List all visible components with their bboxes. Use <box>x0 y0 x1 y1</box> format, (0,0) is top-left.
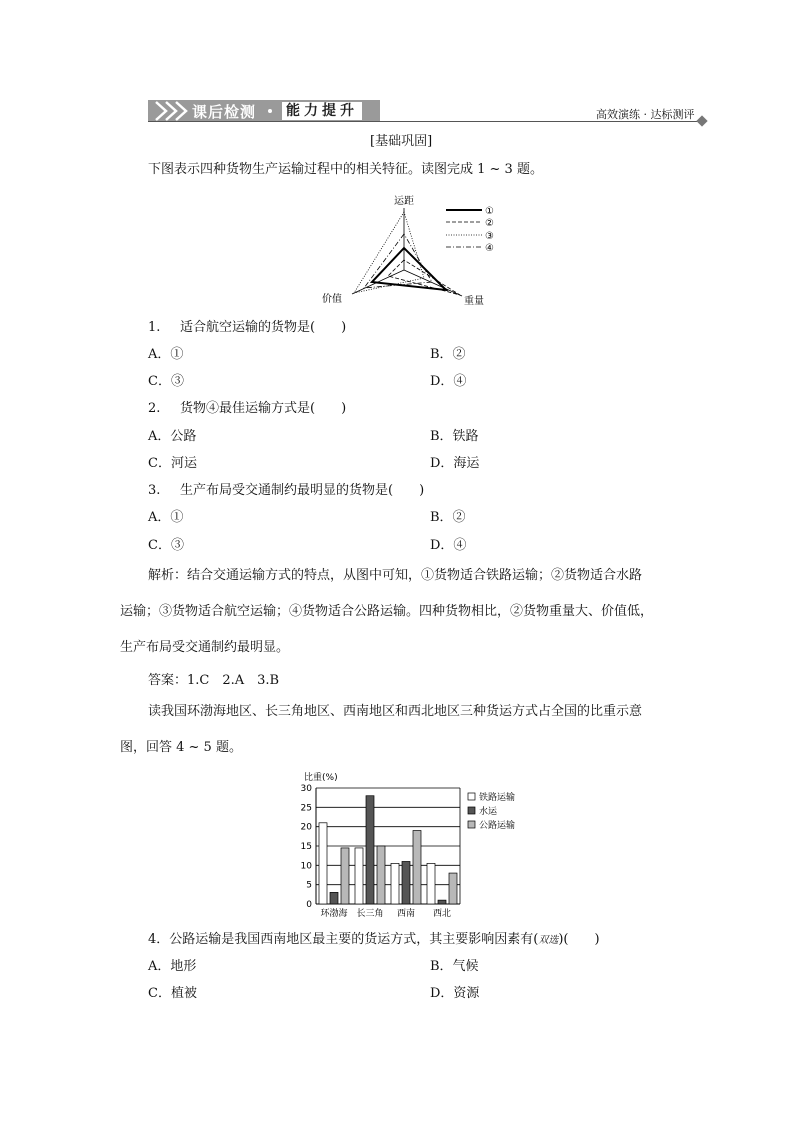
q3-option-c: C．③ <box>148 538 184 553</box>
legend-label: 公路运输 <box>479 821 516 831</box>
q1-option-a: A．① <box>148 347 184 362</box>
q4-line <box>148 932 600 949</box>
banner-title: 课后检测 <box>192 103 257 121</box>
radar-legend-3: ③ <box>485 231 494 242</box>
bar <box>413 831 421 904</box>
analysis-line-3: 生产布局受交通制约最明显。 <box>120 640 290 655</box>
bar <box>330 892 338 904</box>
q3-option-b: B．② <box>430 510 466 525</box>
x-tick-label: 西南 <box>396 909 416 919</box>
y-tick-label: 25 <box>300 803 312 814</box>
q4-stem: 公路运输是我国西南地区最主要的货运方式，其主要影响因素有( <box>169 932 539 947</box>
x-tick-label: 西北 <box>432 909 452 919</box>
answer-line: 答案：1.C 2.A 3.B <box>148 673 280 688</box>
radar-legend-2: ② <box>485 218 494 229</box>
analysis-line-1: 解析：结合交通运输方式的特点，从图中可知，①货物适合铁路运输；②货物适合水路 <box>148 568 643 583</box>
q4-option-a: A．地形 <box>148 959 197 974</box>
legend-swatch <box>468 807 475 814</box>
q3-number: 3. <box>148 483 161 498</box>
chevrons-icon <box>152 100 192 122</box>
q4-tag: 双选 <box>538 935 559 946</box>
q1-option-b: B．② <box>430 347 466 362</box>
bar <box>427 863 435 904</box>
radar-figure <box>300 190 520 310</box>
radar-axis-top: 运距 <box>394 196 414 207</box>
header-right-text: 高效演练 · 达标测评 <box>596 108 695 121</box>
legend-swatch <box>468 793 475 800</box>
bar <box>355 848 363 904</box>
q2-option-b: B．铁路 <box>430 429 479 444</box>
y-tick-label: 0 <box>306 900 312 910</box>
banner-dot <box>268 109 272 113</box>
q2-option-c: C．河运 <box>148 456 197 471</box>
q3-option-d: D．④ <box>430 538 467 553</box>
q2-option-d: D．海运 <box>430 456 480 471</box>
diamond-icon <box>696 115 707 126</box>
q1-option-d: D．④ <box>430 374 467 389</box>
q3-option-a: A．① <box>148 510 184 525</box>
legend-swatch <box>468 821 475 828</box>
radar-series-3 <box>354 212 424 293</box>
q4-option-b: B．气候 <box>430 959 479 974</box>
bar <box>438 900 446 904</box>
radar-axis-right: 重量 <box>464 296 484 307</box>
radar-series-2 <box>388 260 460 295</box>
y-axis-label: 比重(%) <box>304 773 338 783</box>
q2-option-a: A．公路 <box>148 429 197 444</box>
bar <box>402 861 410 904</box>
bar <box>391 863 399 904</box>
q1-stem: 适合航空运输的货物是( ) <box>180 320 347 335</box>
y-tick-label: 5 <box>306 880 312 891</box>
x-tick-label: 环渤海 <box>320 909 348 919</box>
bar <box>319 823 327 904</box>
intro-text-1: 下图表示四种货物生产运输过程中的相关特征。读图完成 1 ~ 3 题。 <box>148 162 543 177</box>
q2-stem: 货物④最佳运输方式是( ) <box>180 401 347 416</box>
radar-axis-left: 价值 <box>322 294 342 305</box>
bar <box>366 796 374 904</box>
q1-number: 1. <box>148 320 161 335</box>
legend-label: 铁路运输 <box>479 793 516 803</box>
analysis-line-2: 运输；③货物适合航空运输；④货物适合公路运输。四种货物相比，②货物重量大、价值低， <box>120 604 654 619</box>
q4-option-d: D．资源 <box>430 986 480 1001</box>
q4-number: 4． <box>148 932 170 947</box>
section-title: [基础巩固] <box>370 134 433 149</box>
bar-chart <box>290 770 540 922</box>
radar-legend-1: ① <box>485 206 494 217</box>
q4-stem-end: )( ) <box>558 932 600 947</box>
x-tick-label: 长三角 <box>356 909 384 919</box>
radar-legend-4: ④ <box>485 243 494 254</box>
q3-stem: 生产布局受交通制约最明显的货物是( ) <box>180 483 425 498</box>
bar <box>377 846 385 904</box>
legend-label: 水运 <box>479 807 498 817</box>
y-tick-label: 30 <box>300 784 312 794</box>
bar <box>341 848 349 904</box>
intro-text-2-line-1: 读我国环渤海地区、长三角地区、西南地区和西北地区三种货运方式占全国的比重示意 <box>148 704 643 719</box>
banner-subtitle: 能力提升 <box>282 102 362 120</box>
y-tick-label: 20 <box>300 822 312 833</box>
q1-option-c: C．③ <box>148 374 184 389</box>
q2-number: 2. <box>148 401 161 416</box>
radar-axis-line-right <box>404 270 462 296</box>
intro-text-2-line-2: 图，回答 4 ~ 5 题。 <box>120 740 242 755</box>
y-tick-label: 15 <box>300 842 312 852</box>
y-tick-label: 10 <box>300 861 312 872</box>
q4-option-c: C．植被 <box>148 986 197 1001</box>
bar <box>449 873 457 904</box>
